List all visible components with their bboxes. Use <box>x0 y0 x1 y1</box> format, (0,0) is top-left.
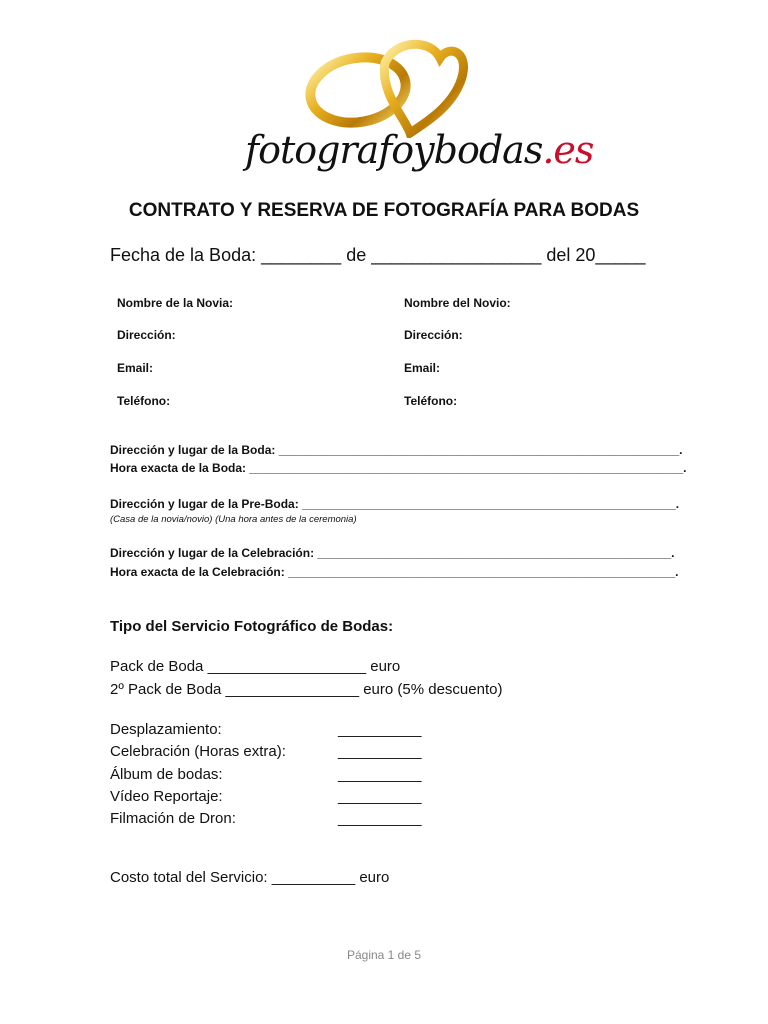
brand-wordmark <box>245 128 593 172</box>
groom-name-label: Nombre del Novio: <box>404 296 511 310</box>
extra-blank: __________ <box>338 810 422 827</box>
extra-label: Filmación de Dron: <box>110 810 236 827</box>
total-cost-line: Costo total del Servicio: __________ euro <box>110 869 390 886</box>
wedding-address-line: Dirección y lugar de la Boda: ____________________________________________________________. <box>110 443 683 457</box>
bride-email-label: Email: <box>117 361 154 375</box>
groom-email-label: Email: <box>404 361 441 375</box>
bride-phone-label: Teléfono: <box>117 394 171 408</box>
groom-address-label: Dirección: <box>404 328 463 342</box>
wedding-time-line: Hora exacta de la Boda: _________________________________________________________________. <box>110 461 687 475</box>
extra-label: Álbum de bodas: <box>110 766 223 783</box>
wedding-date-line: Fecha de la Boda: ________ de _________________ del 20_____ <box>110 245 646 265</box>
bride-name-label: Nombre de la Novia: <box>117 296 234 310</box>
preboda-note: (Casa de la novia/novio) (Una hora antes de la ceremonia) <box>110 514 357 525</box>
extra-blank: __________ <box>338 721 422 738</box>
wedding-rings-logo-icon <box>300 38 470 138</box>
pack-line: Pack de Boda ___________________ euro <box>110 658 401 675</box>
celebration-address-line: Dirección y lugar de la Celebración: _____________________________________________________. <box>110 546 675 560</box>
brand-tld: .es <box>542 128 594 172</box>
extra-label: Vídeo Reportaje: <box>110 788 223 805</box>
page-number: Página 1 de 5 <box>346 948 422 962</box>
extra-blank: __________ <box>338 766 422 783</box>
page-title: CONTRATO Y RESERVA DE FOTOGRAFÍA PARA BODAS <box>128 200 640 221</box>
pack2-line: 2º Pack de Boda ________________ euro (5% descuento) <box>110 681 503 698</box>
bride-address-label: Dirección: <box>117 328 176 342</box>
celebration-time-line: Hora exacta de la Celebración: __________________________________________________________. <box>110 565 679 579</box>
groom-phone-label: Teléfono: <box>404 394 458 408</box>
extra-blank: __________ <box>338 743 422 760</box>
extra-blank: __________ <box>338 788 422 805</box>
brand-name: fotografoybodas <box>245 128 543 172</box>
extra-label: Desplazamiento: <box>110 721 222 738</box>
preboda-address-line: Dirección y lugar de la Pre-Boda: ________________________________________________________. <box>110 497 680 511</box>
extra-label: Celebración (Horas extra): <box>110 743 286 760</box>
service-heading: Tipo del Servicio Fotográfico de Bodas: <box>110 618 394 635</box>
